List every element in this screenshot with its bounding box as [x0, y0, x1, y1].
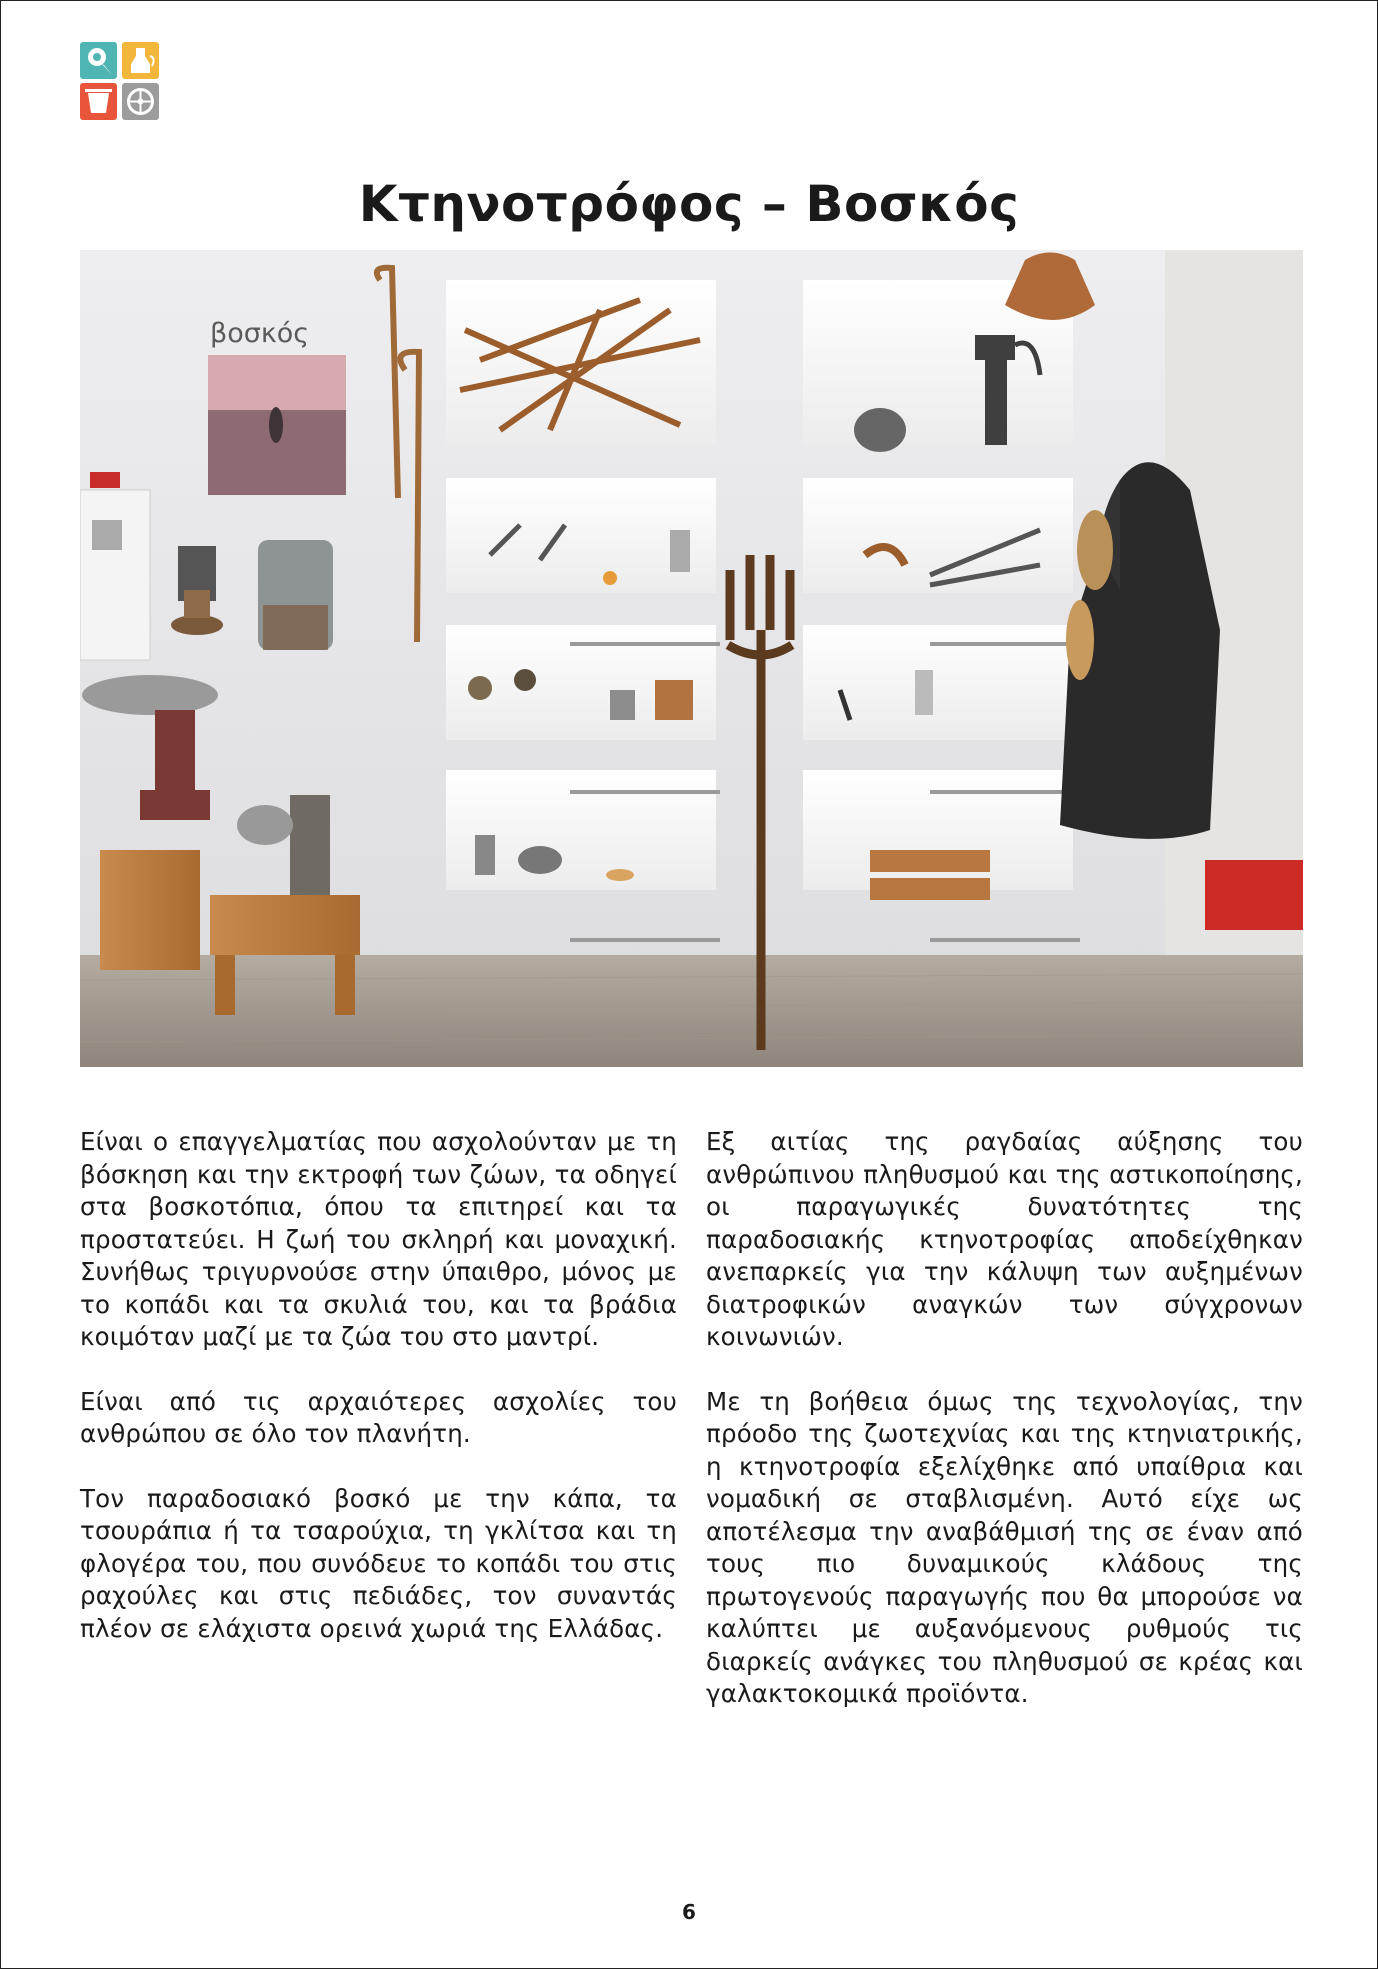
left-paragraph-2: Είναι από τις αρχαιότερες ασχολίες του ανθρώπου σε όλο τον πλανήτη.	[80, 1386, 677, 1448]
logo-tile-speech	[80, 42, 117, 79]
logo-tile-bucket	[80, 83, 117, 120]
exhibit-photo	[80, 250, 1303, 1067]
museum-logo	[80, 42, 160, 120]
left-paragraph-1: Είναι ο επαγγελματίας που ασχολούνταν με τη βόσκηση και την εκτροφή των ζώων, τα οδηγεί στα βοσκοτόπια, όπου τα επιτηρεί και τα προστατεύει. Η ζωή του σκληρή και μοναχική. Συνήθως τριγυρνούσε στην ύπαιθρο, μόνος με το κοπάδι και τα σκυλιά του, και τα βράδια κοιμόταν μαζί με τα ζώα του στο μαντρί.	[80, 1127, 677, 1351]
right-text-column	[706, 1126, 1303, 1743]
page-number: 6	[682, 1900, 696, 1924]
left-text-column	[80, 1126, 677, 1677]
right-paragraph-2: Με τη βοήθεια όμως της τεχνολογίας, την πρόοδο της ζωοτεχνίας και της κτηνιατρικής, η κτηνοτροφία εξελίχθηκε από υπαίθρια και νομαδική σε σταβλισμένη. Αυτό είχε ως αποτέλεσμα την αναβάθμισή της σε έναν από τους πιο δυναμικούς κλάδους της πρωτογενούς παραγωγής που θα μπορούσε να καλύπτει με αυξανόμενους ρυθμούς τις διαρκείς ανάγκες του πληθυσμού σε κρέας και γαλακτοκομικά προϊόντα.	[706, 1386, 1303, 1708]
left-paragraph-3: Τον παραδοσιακό βοσκό με την κάπα, τα τσουράπια ή τα τσαρούχια, τη γκλίτσα και τη φλογέρα του, που συνόδευε το κοπάδι του στις ραχούλες και στις πεδιάδες, τον συναντάς πλέον σε ελάχιστα ορεινά χωριά της Ελλάδας.	[80, 1483, 677, 1643]
logo-tile-wheel	[122, 83, 159, 120]
page-title: Κτηνοτρόφος – Βοσκός	[358, 175, 1020, 233]
right-paragraph-1: Εξ αιτίας της ραγδαίας αύξησης του ανθρώπινου πληθυσμού και της αστικοποίησης, οι παραγωγικές δυνατότητες της παραδοσιακής κτηνοτροφίας αποδείχθηκαν ανεπαρκείς για την κάλυψη των αυξημένων διατροφικών αναγκών των σύγχρονων κοινωνιών.	[706, 1127, 1303, 1351]
wall-label: βοσκός	[210, 318, 310, 349]
logo-tile-jug	[122, 42, 159, 79]
